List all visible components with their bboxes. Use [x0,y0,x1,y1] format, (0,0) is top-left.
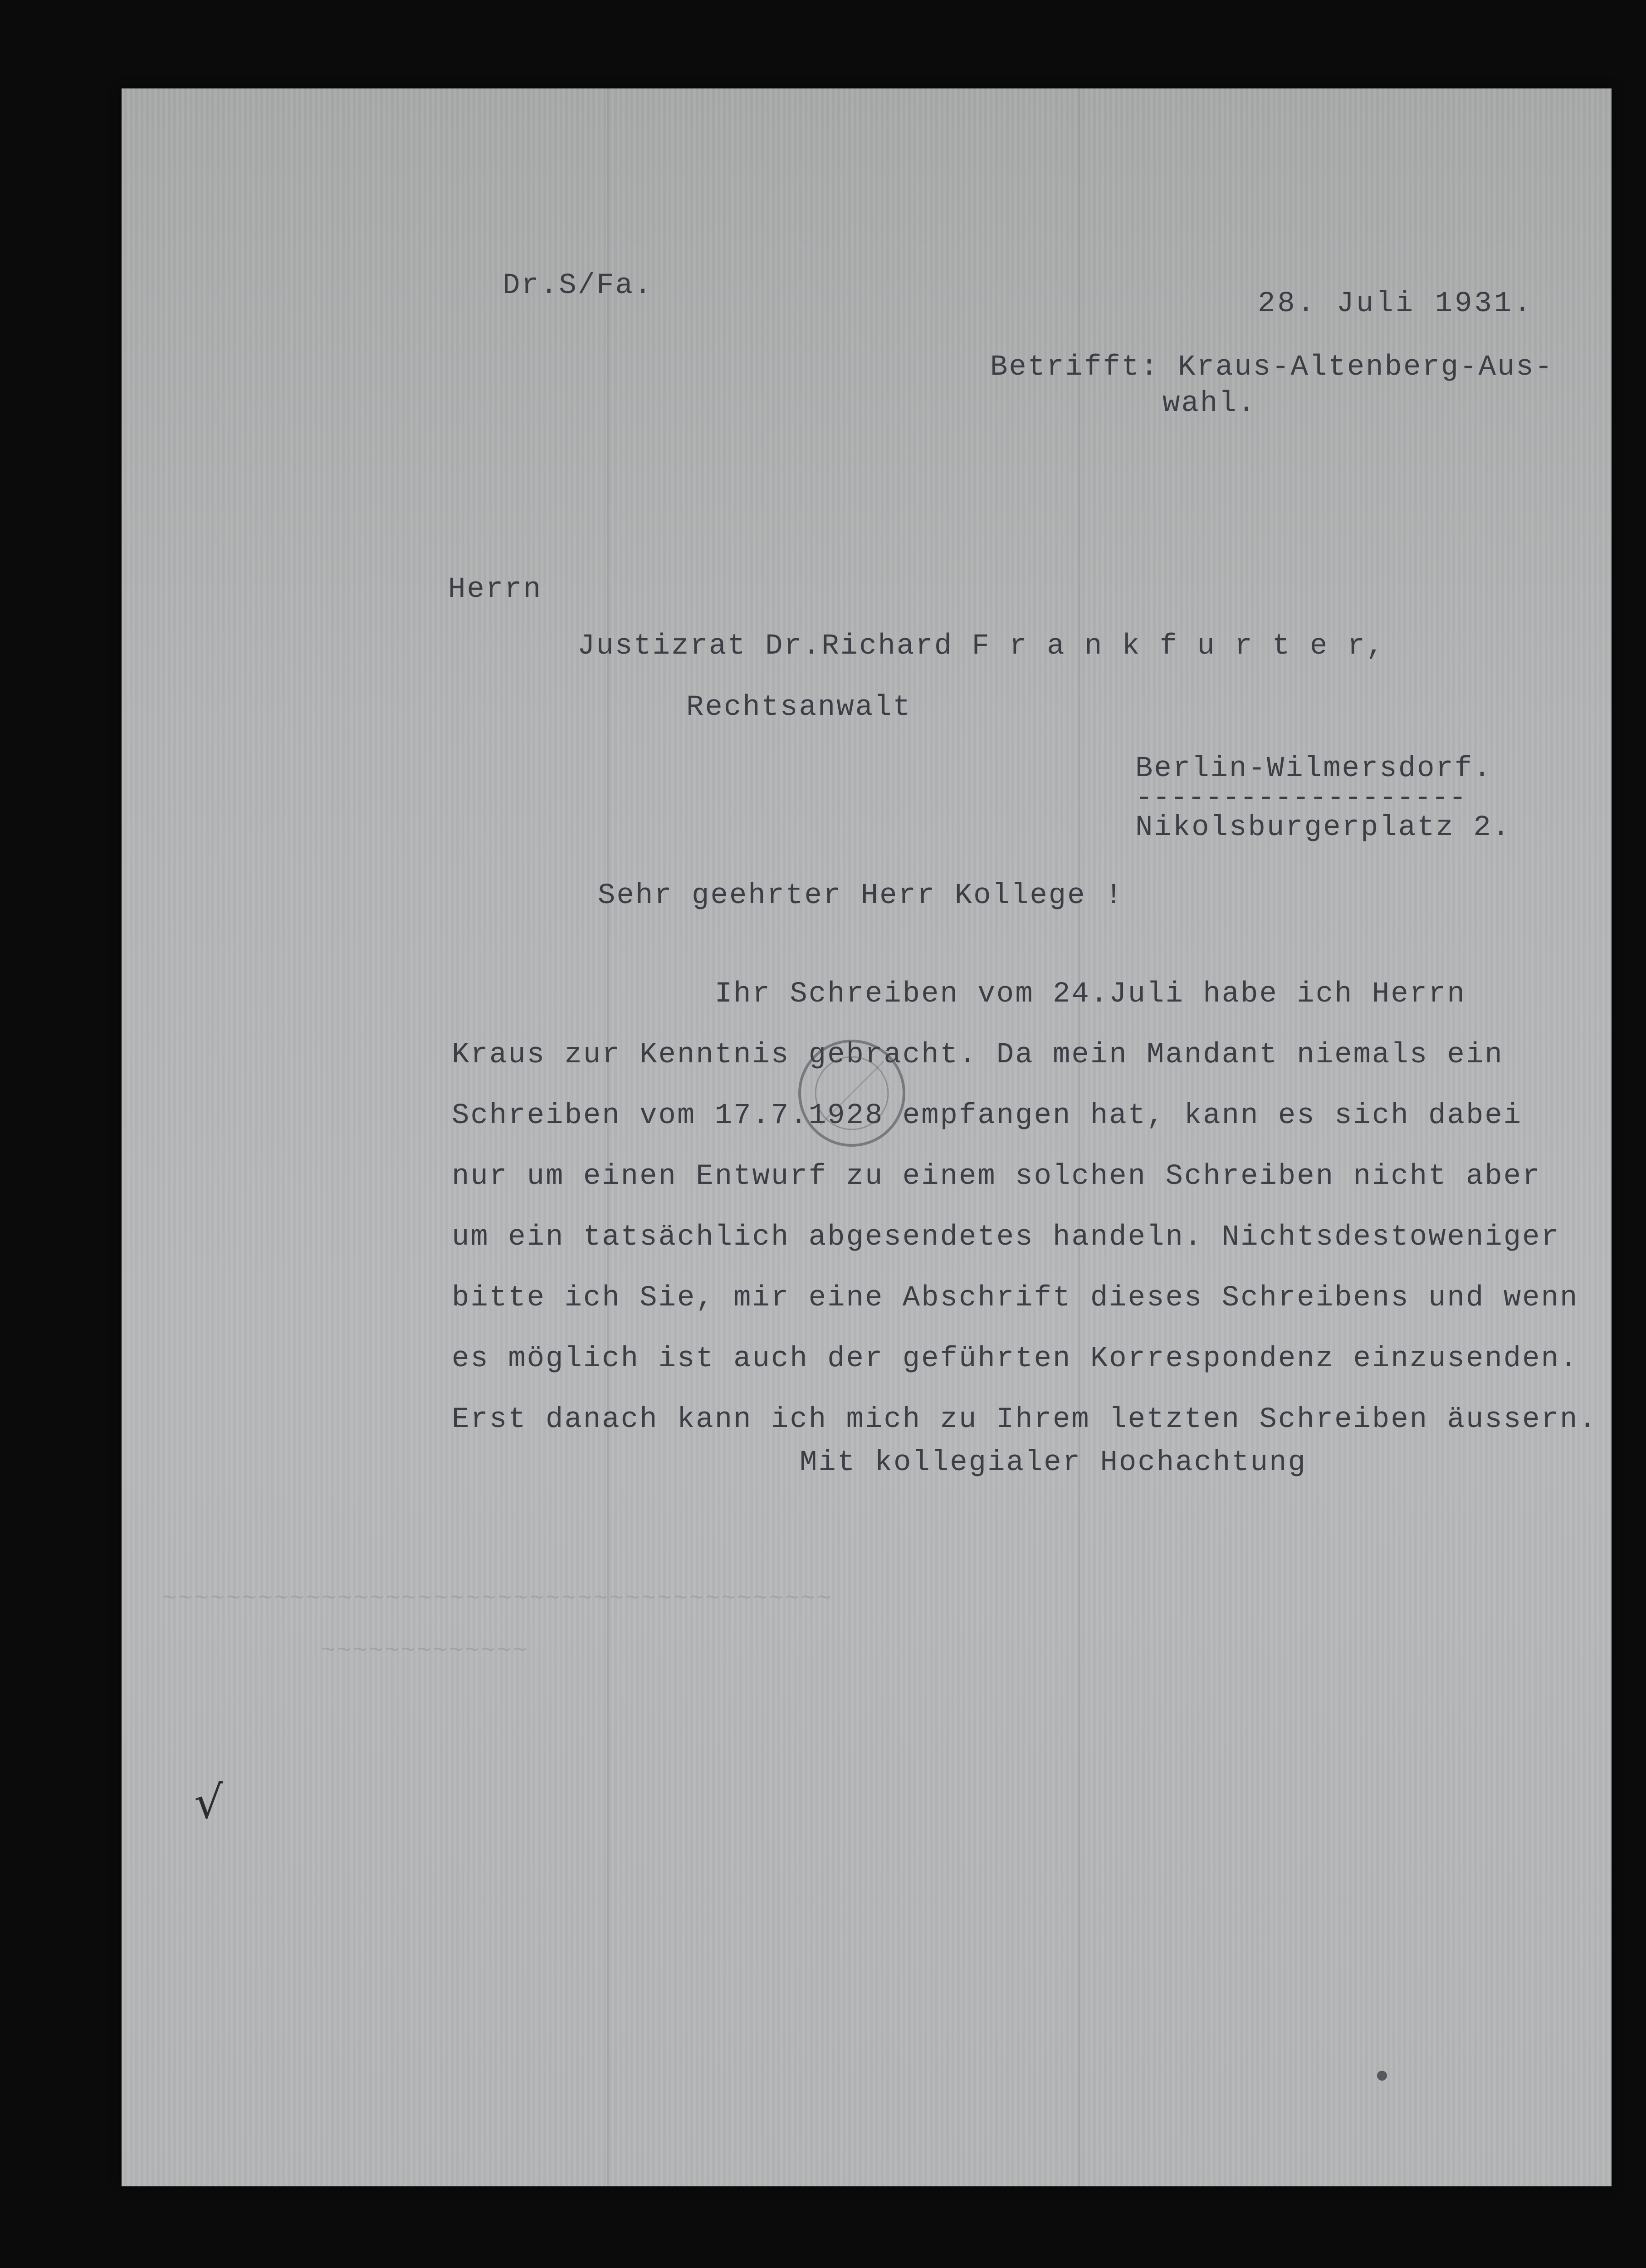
faded-show-through-text: ~~~~~~~~~~~~~ [321,1637,529,1664]
reference-code: Dr.S/Fa. [503,269,653,302]
body-line: es möglich ist auch der geführten Korrespondenz einzusenden. [452,1343,1579,1375]
letter-sheet [122,88,1612,2186]
faded-show-through-text: ~~~~~~~~~~~~~~~~~~~~~~~~~~~~~~~~~~~~~~~~~~ [162,1585,833,1612]
letter-closing: Mit kollegialer Hochachtung [800,1447,1307,1479]
body-line: Erst danach kann ich mich zu Ihrem letzten Schreiben äussern. [452,1403,1597,1436]
recipient-city: Berlin-Wilmersdorf. [1135,753,1492,785]
recipient-title: Rechtsanwalt [686,691,912,724]
letter-body [452,964,1646,1450]
letter-salutation: Sehr geehrter Herr Kollege ! [598,880,1124,912]
underline-dashes: ------------------- [1135,782,1466,815]
archive-stamp [793,1034,911,1152]
body-line: Ihr Schreiben vom 24.Juli habe ich Herrn [452,978,1466,1011]
recipient-street: Nikolsburgerplatz 2. [1135,811,1511,844]
letter-date: 28. Juli 1931. [1258,288,1534,320]
pencil-check-mark: √ [194,1776,223,1829]
subject-line-1: Betrifft: Kraus-Altenberg-Aus- [990,351,1554,384]
ink-speck [1377,2071,1387,2081]
body-line: Kraus zur Kenntnis gebracht. Da mein Mandant niemals ein [452,1039,1504,1071]
recipient-name: Justizrat Dr.Richard F r a n k f u r t e r, [577,630,1385,663]
body-line: nur um einen Entwurf zu einem solchen Schreiben nicht aber [452,1160,1541,1193]
subject-line-2: wahl. [1162,387,1257,420]
body-line: bitte ich Sie, mir eine Abschrift dieses Schreibens und wenn [452,1282,1579,1315]
body-line: Schreiben vom 17.7.1928 empfangen hat, kann es sich dabei [452,1100,1523,1132]
subject-line [990,349,1553,422]
body-line: um ein tatsächlich abgesendetes handeln. Nichtsdestoweniger [452,1221,1560,1254]
recipient-salutation: Herrn [448,573,542,606]
